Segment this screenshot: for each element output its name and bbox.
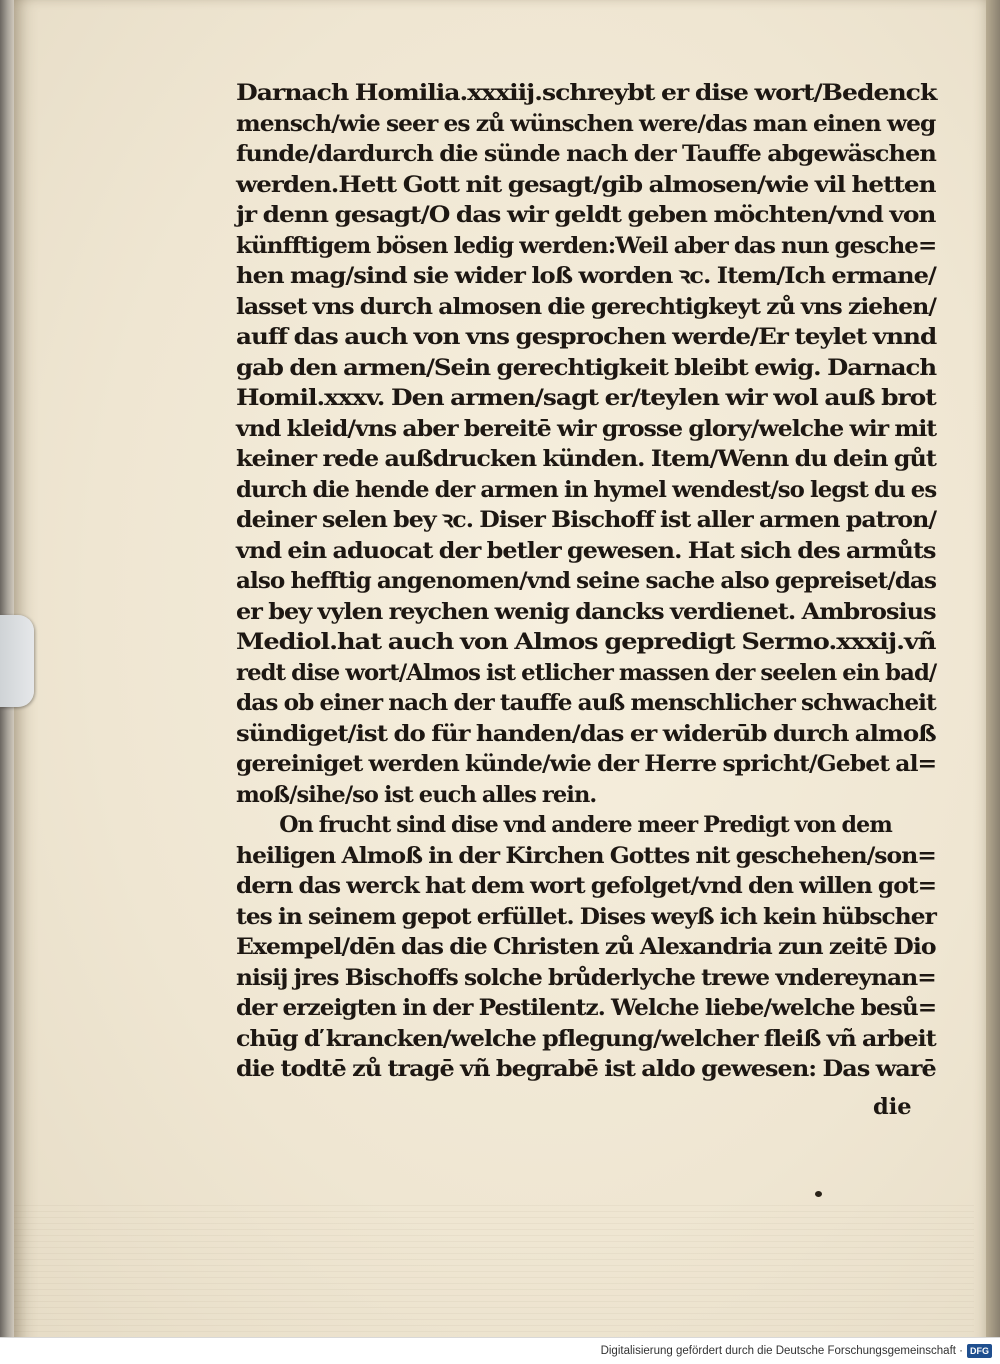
text-block (236, 78, 942, 1085)
text-line: auff das auch von vns gesprochen werde/Er teylet vnnd (236, 324, 937, 350)
text-line: das ob einer nach der tauffe auß menschlicher schwacheit (236, 690, 936, 716)
text-line: gereiniget werden künde/wie der Herre spricht/Gebet al= (236, 751, 937, 777)
text-line: moß/sihe/so ist euch alles rein. (236, 781, 597, 808)
text-line: chūg ď krancken/welche pflegung/welcher fleiß vñ arbeit (236, 1025, 936, 1052)
text-line: durch die hende der armen in hymel wendest/so legst du es (236, 476, 937, 503)
text-line: hen mag/sind sie wider loß worden ꝛc. Item/Ich ermane/ (236, 263, 936, 289)
text-line: dern das werck hat dem wort gefolget/vnd den willen got= (236, 873, 937, 899)
text-line: werden.Hett Gott nit gesagt/gib almosen/wie vil hetten (236, 171, 936, 198)
text-line: redt dise wort/Almos ist etlicher massen der seelen ein bad/ (236, 659, 937, 686)
text-line: jr denn gesagt/O das wir geldt geben möchten/vnd von (236, 202, 936, 228)
text-line: Mediol.hat auch von Almos gepredigt Sermo.xxxij.vñ (236, 629, 936, 655)
text-line: keiner rede außdrucken künden. Item/Wenn du dein gůt (236, 446, 936, 472)
footer-credit-text: Digitalisierung gefördert durch die Deutsche Forschungsgemeinschaft · (600, 1345, 963, 1357)
text-line: gab den armen/Sein gerechtigkeit bleibt ewig. Darnach (236, 354, 937, 381)
text-line: die todtē zů tragē vñ begrabē ist aldo gewesen: Das warē (236, 1056, 936, 1082)
dfg-logo-icon: DFG (967, 1344, 992, 1358)
text-line: nisij jres Bischoffs solche brůderlyche trewe vndereynan= (236, 964, 936, 991)
text-line: heiligen Almoß in der Kirchen Gottes nit geschehen/son= (236, 842, 936, 869)
text-line: mensch/wie seer es zů wünschen were/das man einen weg (236, 110, 936, 137)
text-line: sündiget/ist do für handen/das er widerūb durch almoß (236, 720, 936, 747)
text-line: er bey vylen reychen wenig dancks verdienet. Ambrosius (236, 598, 936, 625)
page-clip-tab (0, 615, 34, 707)
text-line: tes in seinem gepot erfüllet. Dises weyß ich kein hübscher (236, 903, 936, 930)
text-line: vnd ein aduocat der betler gewesen. Hat sich des armůts (236, 537, 936, 564)
ink-dot (815, 1191, 822, 1197)
footer-credit (601, 1342, 992, 1360)
text-line: lasset vns durch almosen die gerechtigkeyt zů vns ziehen/ (236, 293, 936, 320)
text-line: deiner selen bey ꝛc. Diser Bischoff ist aller armen patron/ (236, 507, 937, 533)
text-line: künfftigem bösen ledig werden:Weil aber das nun gesche= (236, 232, 937, 259)
text-line: Exempel/dēn das die Christen zů Alexandria zun zeitē Dio (236, 934, 936, 960)
text-line: funde/dardurch die sünde nach der Tauffe abgewäschen (236, 141, 936, 167)
text-line: vnd kleid/vns aber bereitē wir grosse glory/welche wir mit (236, 415, 937, 442)
text-line: der erzeigten in der Pestilentz. Welche liebe/welche besů= (236, 995, 937, 1021)
text-line: On frucht sind dise vnd andere meer Predigt von dem (279, 812, 892, 838)
footer-bar (0, 1337, 1000, 1364)
text-line: Darnach Homilia.xxxiij.schreybt er dise wort/Bedenck (236, 80, 937, 106)
text-line: also hefftig angenomen/vnd seine sache also gepreiset/das (236, 568, 937, 594)
catchword: die (873, 1094, 912, 1120)
text-line: Homil.xxxv. Den armen/sagt er/teylen wir wol auß brot (236, 385, 936, 411)
